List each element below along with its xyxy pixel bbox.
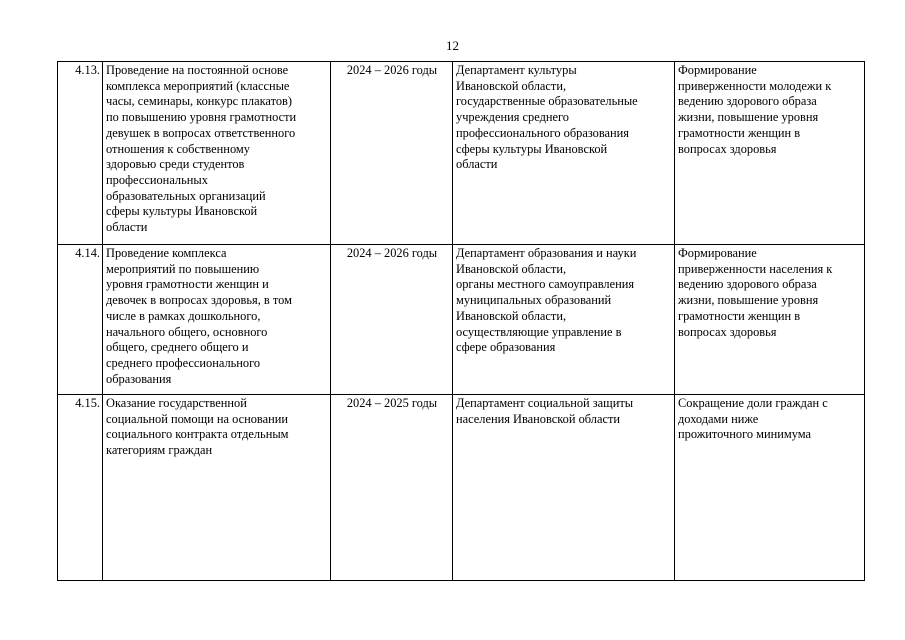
executor-cell [453,62,675,245]
executor-line: сфере образования [456,340,556,355]
event-description-line: Проведение комплекса [106,246,227,260]
expected-result-line: прожиточного минимума [678,427,812,442]
expected-result-line: ведению здорового образа [678,277,817,292]
executor-cell [453,395,675,581]
executor-line: профессионального образования [456,125,630,140]
expected-result-line: вопросах здоровья [678,324,777,339]
event-description-line: области [106,220,148,235]
item-number-cell: 4.15. [58,395,103,581]
event-description-line: девочек в вопросах здоровья, в том [106,293,292,308]
event-description-line: образования [106,371,172,386]
event-description-line: среднего профессионального [106,355,261,370]
executor-line: Департамент культуры [456,63,577,77]
expected-result-line: Формирование [678,246,757,260]
event-description-cell [103,62,331,245]
executor-line: сферы культуры Ивановской [456,141,608,156]
expected-result-line: приверженности населения к [678,261,833,276]
executor-line: Ивановской области, [456,78,567,93]
executor-line: государственные образовательные [456,94,638,109]
table-row [58,245,865,395]
expected-result-line: жизни, повышение уровня [678,110,819,125]
period-cell: 2024 – 2025 годы [331,395,453,581]
event-description-line: образовательных организаций [106,188,266,203]
event-description-line: часы, семинары, конкурс плакатов) [106,94,293,109]
event-description-line: комплекса мероприятий (классные [106,78,290,93]
event-description-line: по повышению уровня грамотности [106,110,297,125]
item-number-cell: 4.13. [58,62,103,245]
event-description-line: девушек в вопросах ответственного [106,125,296,140]
page-number: 12 [446,38,459,53]
event-description-line: начального общего, основного [106,324,268,339]
executor-line: Департамент образования и науки [456,246,637,260]
table-row [58,62,865,245]
expected-result-line: жизни, повышение уровня [678,293,819,308]
event-description-cell [103,395,331,581]
event-description-line: категориям граждан [106,443,213,458]
expected-result-line: доходами ниже [678,411,759,426]
expected-result-line: Сокращение доли граждан с [678,396,828,410]
executor-line: Департамент социальной защиты [456,396,634,410]
event-description-line: профессиональных [106,172,208,187]
event-description-line: социального контракта отдельным [106,427,289,442]
executor-line: органы местного самоуправления [456,277,635,292]
event-description-line: Оказание государственной [106,396,247,410]
event-description-line: мероприятий по повышению [106,261,260,276]
period-cell: 2024 – 2026 годы [331,62,453,245]
event-description-line: числе в рамках дошкольного, [106,308,261,323]
item-number-cell: 4.14. [58,245,103,395]
expected-result-line: Формирование [678,63,757,77]
executor-line: области [456,157,498,172]
executor-line: учреждения среднего [456,110,569,125]
table-row [58,395,865,581]
expected-result-line: грамотности женщин в [678,308,801,323]
expected-result-cell [675,395,865,581]
executor-line: населения Ивановской области [456,411,620,426]
event-description-line: социальной помощи на основании [106,411,288,426]
event-description-line: отношения к собственному [106,141,250,156]
expected-result-line: ведению здорового образа [678,94,817,109]
event-description-line: Проведение на постоянной основе [106,63,289,77]
event-description-line: общего, среднего общего и [106,340,249,355]
plan-table [57,61,865,581]
expected-result-line: грамотности женщин в [678,125,801,140]
event-description-cell [103,245,331,395]
expected-result-cell [675,245,865,395]
event-description-line: здоровью среди студентов [106,157,245,172]
executor-line: муниципальных образований [456,293,612,308]
executor-line: Ивановской области, [456,261,567,276]
event-description-line: уровня грамотности женщин и [106,277,269,292]
event-description-line: сферы культуры Ивановской [106,204,258,219]
executor-line: осуществляющие управление в [456,324,622,339]
expected-result-line: вопросах здоровья [678,141,777,156]
executor-cell [453,245,675,395]
expected-result-cell [675,62,865,245]
period-cell: 2024 – 2026 годы [331,245,453,395]
expected-result-line: приверженности молодежи к [678,78,832,93]
executor-line: Ивановской области, [456,308,567,323]
